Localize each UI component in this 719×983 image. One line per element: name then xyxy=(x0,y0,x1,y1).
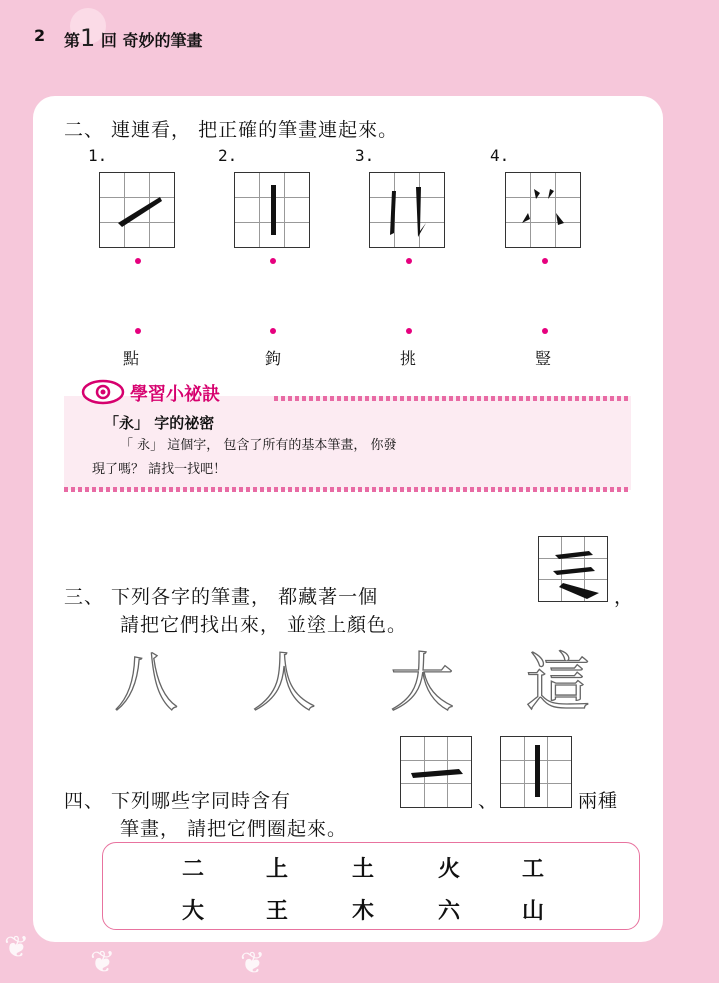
tip-text-line1: 「 永」 這個字， 包含了所有的基本筆畫， 你發 xyxy=(120,438,397,453)
page-number: 2 xyxy=(34,26,46,45)
sprout-icon: ❦ xyxy=(240,946,266,981)
eye-icon xyxy=(80,378,126,406)
shu-stroke-grid-icon xyxy=(500,736,572,808)
stroke-gou-icon xyxy=(370,173,446,249)
answer-char-r2-2[interactable]: 王 xyxy=(266,898,289,924)
lesson-title: 第1 回 奇妙的筆畫 xyxy=(64,24,203,52)
q4-line2: 筆畫， 請把它們圈起來。 xyxy=(120,818,348,840)
q2-number-3: 3. xyxy=(355,146,375,165)
connect-dot-bottom-3[interactable] xyxy=(406,328,412,334)
tip-divider-bottom xyxy=(64,487,631,492)
connect-dot-top-2[interactable] xyxy=(270,258,276,264)
tip-heading: 學習小祕訣 xyxy=(130,384,220,405)
stroke-name-2: 鉤 xyxy=(265,349,282,368)
heng-grid-icon xyxy=(538,536,608,602)
answer-char-r1-4[interactable]: 火 xyxy=(438,856,461,882)
answer-char-r2-1[interactable]: 大 xyxy=(182,898,205,924)
q2-number-4: 4. xyxy=(490,146,510,165)
answer-char-r1-2[interactable]: 上 xyxy=(266,856,289,882)
stroke-dian-icon xyxy=(506,173,582,249)
answer-char-r1-3[interactable]: 土 xyxy=(352,856,375,882)
sprout-icon: ❦ xyxy=(4,930,30,965)
connect-dot-bottom-4[interactable] xyxy=(542,328,548,334)
heng-stroke-grid-icon xyxy=(400,736,472,808)
stroke-grid-2 xyxy=(234,172,310,248)
connect-dot-top-1[interactable] xyxy=(135,258,141,264)
stroke-tiao-icon xyxy=(100,173,176,249)
q2-number-2: 2. xyxy=(218,146,238,165)
stroke-grid-4 xyxy=(505,172,581,248)
q4-line1b: 兩種 xyxy=(578,790,619,812)
outline-char-1[interactable]: 八 xyxy=(114,647,178,721)
stroke-grid-1 xyxy=(99,172,175,248)
stroke-grid-3 xyxy=(369,172,445,248)
outline-char-3[interactable]: 大 xyxy=(390,647,454,721)
stroke-name-3: 挑 xyxy=(400,349,417,368)
sprout-icon: ❦ xyxy=(90,945,116,980)
stroke-name-4: 豎 xyxy=(535,349,552,368)
q4-separator: 、 xyxy=(478,790,499,812)
stroke-name-1: 點 xyxy=(123,349,140,368)
page-header xyxy=(0,0,719,70)
outline-char-4[interactable]: 這 xyxy=(526,647,590,721)
connect-dot-top-4[interactable] xyxy=(542,258,548,264)
q3-line1: 三、 下列各字的筆畫， 都藏著一個 xyxy=(64,586,379,608)
answer-char-r2-5[interactable]: 山 xyxy=(522,898,545,924)
q2-title: 二、 連連看， 把正確的筆畫連起來。 xyxy=(64,119,399,141)
tip-divider-top xyxy=(274,396,631,401)
connect-dot-bottom-1[interactable] xyxy=(135,328,141,334)
answer-char-r1-5[interactable]: 工 xyxy=(522,856,545,882)
answer-char-r2-4[interactable]: 六 xyxy=(438,898,461,924)
q2-number-1: 1. xyxy=(88,146,108,165)
tip-text-line2: 現了嗎？ 請找一找吧！ xyxy=(92,462,227,477)
stroke-shu-icon xyxy=(235,173,311,249)
q3-line2: 請把它們找出來， 並塗上顏色。 xyxy=(120,614,408,636)
outline-char-2[interactable]: 人 xyxy=(252,647,316,721)
connect-dot-top-3[interactable] xyxy=(406,258,412,264)
tip-subtitle: 「永」 字的祕密 xyxy=(104,414,215,432)
q4-line1a: 四、 下列哪些字同時含有 xyxy=(64,790,292,812)
connect-dot-bottom-2[interactable] xyxy=(270,328,276,334)
answer-char-r2-3[interactable]: 木 xyxy=(352,898,375,924)
q3-line1-end: ， xyxy=(614,586,635,608)
answer-char-r1-1[interactable]: 二 xyxy=(182,856,205,882)
